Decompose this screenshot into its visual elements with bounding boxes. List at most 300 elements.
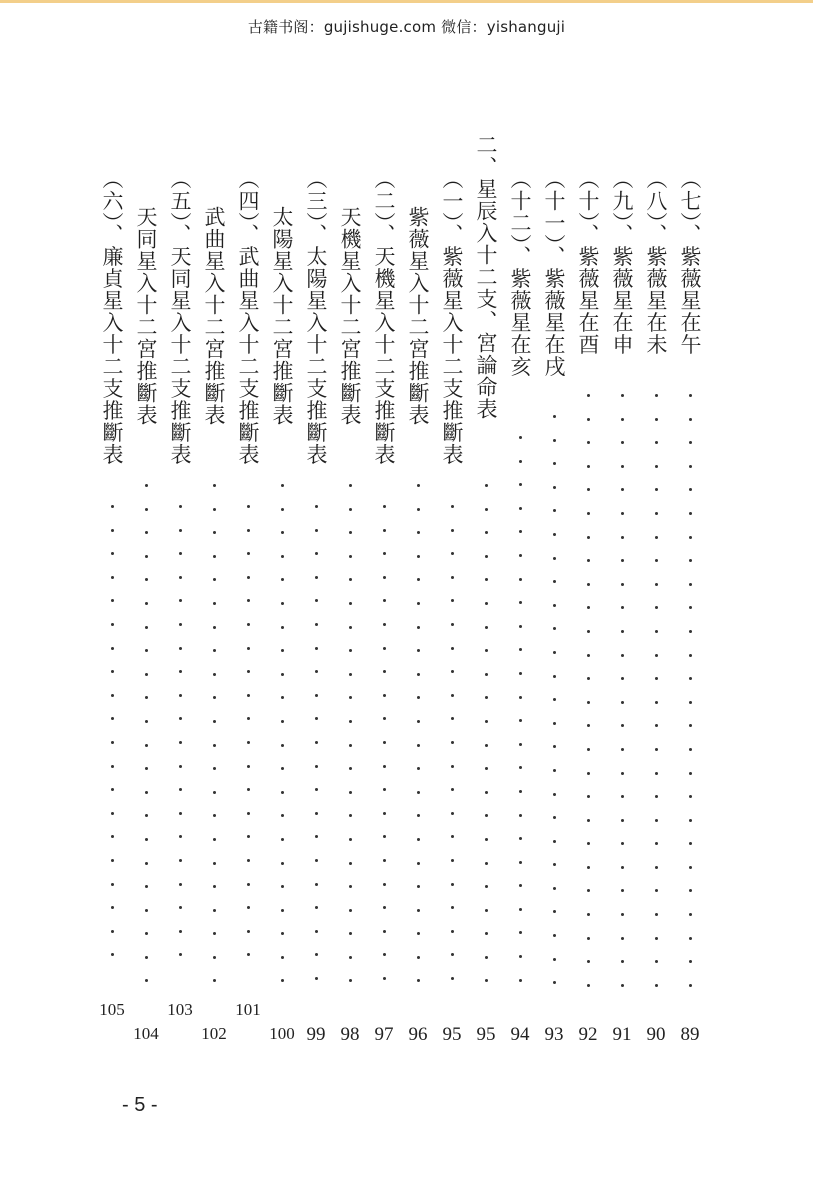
leader-dot (349, 626, 352, 629)
leader-dot (553, 509, 556, 512)
toc-section-heading: 二、星辰入十二支、宮論命表 (474, 134, 498, 420)
leader-dot (689, 701, 692, 704)
leader-dot (145, 862, 148, 865)
leader-dot (315, 977, 318, 980)
leader-dot (179, 883, 182, 886)
leader-dot (451, 977, 454, 980)
leader-dot (587, 441, 590, 444)
leader-dot (247, 788, 250, 791)
leader-dot (111, 670, 114, 673)
toc-entry-title: （五）、天同星入十二支推斷表 (168, 168, 192, 466)
leader-dot (519, 884, 522, 887)
leader-dot (417, 555, 420, 558)
leader-dot (315, 883, 318, 886)
leader-dot (145, 744, 148, 747)
leader-dot (655, 630, 658, 633)
leader-dot (519, 625, 522, 628)
leader-dot (621, 701, 624, 704)
leader-dot (417, 673, 420, 676)
toc-entry-page: 95 (442, 1024, 462, 1045)
leader-dot (587, 630, 590, 633)
leader-dot (179, 599, 182, 602)
leader-dot (621, 889, 624, 892)
leader-dot (621, 559, 624, 562)
leader-dot (315, 765, 318, 768)
toc-leader-dots (403, 484, 433, 1016)
leader-dot (383, 906, 386, 909)
leader-dot (587, 583, 590, 586)
leader-dot (247, 835, 250, 838)
leader-dot (587, 913, 590, 916)
leader-dot (213, 932, 216, 935)
leader-dot (349, 791, 352, 794)
leader-dot (213, 673, 216, 676)
leader-dot (111, 599, 114, 602)
leader-dot (553, 580, 556, 583)
leader-dot (519, 908, 522, 911)
leader-dot (689, 795, 692, 798)
leader-dot (247, 953, 250, 956)
leader-dot (349, 909, 352, 912)
leader-dot (655, 441, 658, 444)
leader-dot (587, 559, 590, 562)
leader-dot (655, 701, 658, 704)
leader-dot (587, 677, 590, 680)
leader-dot (145, 602, 148, 605)
leader-dot (247, 812, 250, 815)
leader-dot (485, 814, 488, 817)
leader-dot (519, 696, 522, 699)
leader-dot (281, 720, 284, 723)
leader-dot (111, 859, 114, 862)
leader-dot (451, 883, 454, 886)
leader-dot (485, 673, 488, 676)
leader-dot (689, 677, 692, 680)
leader-dot (417, 979, 420, 982)
leader-dot (689, 394, 692, 397)
leader-dot (417, 508, 420, 511)
leader-dot (315, 788, 318, 791)
leader-dot (111, 930, 114, 933)
leader-dot (621, 913, 624, 916)
leader-dot (247, 765, 250, 768)
leader-dot (179, 647, 182, 650)
leader-dot (451, 812, 454, 815)
leader-dot (417, 531, 420, 534)
leader-dot (689, 842, 692, 845)
leader-dot (111, 694, 114, 697)
leader-dot (485, 791, 488, 794)
leader-dot (145, 508, 148, 511)
leader-dot (213, 814, 216, 817)
leader-dot (485, 838, 488, 841)
leader-dot (349, 767, 352, 770)
leader-dot (519, 672, 522, 675)
leader-dot (349, 838, 352, 841)
leader-dot (315, 529, 318, 532)
leader-dot (655, 677, 658, 680)
leader-dot (179, 859, 182, 862)
leader-dot (213, 909, 216, 912)
leader-dot (451, 953, 454, 956)
leader-dot (689, 819, 692, 822)
leader-dot (281, 791, 284, 794)
leader-dot (417, 932, 420, 935)
leader-dot (179, 741, 182, 744)
toc-entry-page: 100 (269, 1024, 295, 1043)
toc-entry-page: 96 (408, 1024, 428, 1045)
leader-dot (417, 838, 420, 841)
leader-dot (655, 913, 658, 916)
leader-dot (145, 814, 148, 817)
leader-dot (281, 508, 284, 511)
leader-dot (213, 626, 216, 629)
leader-dot (519, 530, 522, 533)
toc-entry-page: 90 (646, 1024, 666, 1045)
leader-dot (621, 606, 624, 609)
leader-dot (145, 626, 148, 629)
leader-dot (383, 883, 386, 886)
leader-dot (281, 673, 284, 676)
leader-dot (587, 512, 590, 515)
leader-dot (621, 984, 624, 987)
leader-dot (111, 741, 114, 744)
leader-dot (315, 835, 318, 838)
leader-dot (485, 578, 488, 581)
leader-dot (587, 488, 590, 491)
leader-dot (281, 626, 284, 629)
toc-entry-page: 92 (578, 1024, 598, 1045)
leader-dot (655, 654, 658, 657)
leader-dot (417, 696, 420, 699)
leader-dot (553, 816, 556, 819)
leader-dot (349, 956, 352, 959)
leader-dot (519, 931, 522, 934)
leader-dot (111, 647, 114, 650)
leader-dot (383, 859, 386, 862)
leader-dot (689, 418, 692, 421)
leader-dot (485, 626, 488, 629)
leader-dot (349, 720, 352, 723)
toc-entry-title: （十二）、紫薇星在亥 (508, 168, 532, 378)
leader-dot (247, 647, 250, 650)
leader-dot (315, 812, 318, 815)
leader-dot (451, 906, 454, 909)
leader-dot (553, 769, 556, 772)
leader-dot (587, 536, 590, 539)
leader-dot (281, 979, 284, 982)
leader-dot (587, 842, 590, 845)
leader-dot (451, 623, 454, 626)
leader-dot (213, 885, 216, 888)
leader-dot (247, 599, 250, 602)
leader-dot (383, 741, 386, 744)
toc-entry-page: 95 (476, 1024, 496, 1045)
leader-dot (213, 838, 216, 841)
toc-leader-dots (437, 505, 467, 1017)
leader-dot (349, 649, 352, 652)
leader-dot (383, 576, 386, 579)
leader-dot (485, 720, 488, 723)
leader-dot (553, 863, 556, 866)
leader-dot (281, 744, 284, 747)
leader-dot (621, 441, 624, 444)
leader-dot (179, 788, 182, 791)
toc-leader-dots (471, 484, 501, 1016)
leader-dot (383, 552, 386, 555)
leader-dot (281, 649, 284, 652)
leader-dot (111, 953, 114, 956)
toc-entry-page: 99 (306, 1024, 326, 1045)
leader-dot (553, 557, 556, 560)
leader-dot (417, 956, 420, 959)
toc-entry-title: （十）、紫薇星在酉 (576, 168, 600, 356)
leader-dot (689, 488, 692, 491)
leader-dot (179, 717, 182, 720)
leader-dot (315, 647, 318, 650)
leader-dot (689, 441, 692, 444)
leader-dot (213, 791, 216, 794)
leader-dot (519, 601, 522, 604)
leader-dot (621, 394, 624, 397)
leader-dot (587, 394, 590, 397)
leader-dot (519, 483, 522, 486)
leader-dot (349, 531, 352, 534)
leader-dot (247, 576, 250, 579)
toc-entry-title: （十一）、紫薇星在戌 (542, 168, 566, 378)
leader-dot (281, 696, 284, 699)
leader-dot (179, 529, 182, 532)
toc-leader-dots (573, 394, 603, 1014)
toc-entry-title: （七）、紫薇星在午 (678, 168, 702, 356)
leader-dot (655, 606, 658, 609)
leader-dot (315, 599, 318, 602)
leader-dot (689, 465, 692, 468)
leader-dot (621, 866, 624, 869)
toc-entry-page: 104 (133, 1024, 159, 1043)
leader-dot (111, 883, 114, 886)
leader-dot (281, 555, 284, 558)
toc-leader-dots (335, 484, 365, 1016)
leader-dot (519, 766, 522, 769)
leader-dot (553, 675, 556, 678)
leader-dot (281, 838, 284, 841)
leader-dot (281, 602, 284, 605)
leader-dot (519, 790, 522, 793)
leader-dot (553, 981, 556, 984)
leader-dot (587, 724, 590, 727)
leader-dot (145, 956, 148, 959)
toc-entry-page: 101 (235, 1000, 261, 1019)
leader-dot (349, 508, 352, 511)
toc-entry-title: （二）、天機星入十二支推斷表 (372, 168, 396, 466)
leader-dot (315, 552, 318, 555)
leader-dot (519, 837, 522, 840)
leader-dot (111, 835, 114, 838)
leader-dot (281, 578, 284, 581)
leader-dot (179, 953, 182, 956)
leader-dot (383, 623, 386, 626)
leader-dot (485, 484, 488, 487)
leader-dot (485, 555, 488, 558)
leader-dot (383, 717, 386, 720)
toc-leader-dots (301, 505, 331, 1017)
leader-dot (349, 673, 352, 676)
leader-dot (587, 701, 590, 704)
leader-dot (553, 439, 556, 442)
toc-entry-page: 93 (544, 1024, 564, 1045)
leader-dot (145, 909, 148, 912)
leader-dot (247, 623, 250, 626)
leader-dot (621, 418, 624, 421)
leader-dot (111, 552, 114, 555)
toc-entry-page: 98 (340, 1024, 360, 1045)
leader-dot (111, 717, 114, 720)
leader-dot (621, 795, 624, 798)
leader-dot (213, 531, 216, 534)
leader-dot (621, 488, 624, 491)
leader-dot (179, 906, 182, 909)
leader-dot (689, 913, 692, 916)
leader-dot (281, 932, 284, 935)
leader-dot (417, 767, 420, 770)
toc-leader-dots (369, 505, 399, 1017)
leader-dot (315, 576, 318, 579)
leader-dot (587, 772, 590, 775)
toc-entry-title: （三）、太陽星入十二支推斷表 (304, 168, 328, 466)
leader-dot (213, 508, 216, 511)
leader-dot (349, 862, 352, 865)
leader-dot (315, 717, 318, 720)
leader-dot (179, 670, 182, 673)
leader-dot (553, 415, 556, 418)
toc-leader-dots (675, 394, 705, 1014)
leader-dot (587, 866, 590, 869)
leader-dot (655, 488, 658, 491)
leader-dot (621, 583, 624, 586)
leader-dot (213, 555, 216, 558)
leader-dot (519, 578, 522, 581)
leader-dot (485, 909, 488, 912)
toc-leader-dots (199, 484, 229, 1016)
leader-dot (519, 814, 522, 817)
leader-dot (315, 505, 318, 508)
toc-entry-page: 105 (99, 1000, 125, 1019)
leader-dot (417, 791, 420, 794)
leader-dot (145, 838, 148, 841)
leader-dot (553, 486, 556, 489)
leader-dot (349, 979, 352, 982)
leader-dot (621, 654, 624, 657)
toc-entry-title: 武曲星入十二宮推斷表 (202, 206, 226, 426)
leader-dot (587, 937, 590, 940)
leader-dot (655, 394, 658, 397)
leader-dot (281, 885, 284, 888)
leader-dot (111, 812, 114, 815)
leader-dot (111, 529, 114, 532)
leader-dot (519, 648, 522, 651)
leader-dot (689, 960, 692, 963)
toc-leader-dots (505, 436, 535, 1016)
leader-dot (587, 465, 590, 468)
leader-dot (213, 578, 216, 581)
toc-entry-page: 103 (167, 1000, 193, 1019)
leader-dot (553, 604, 556, 607)
leader-dot (553, 722, 556, 725)
leader-dot (689, 889, 692, 892)
leader-dot (553, 627, 556, 630)
leader-dot (553, 887, 556, 890)
leader-dot (315, 670, 318, 673)
leader-dot (689, 512, 692, 515)
toc-leader-dots (97, 505, 127, 995)
leader-dot (689, 559, 692, 562)
leader-dot (553, 698, 556, 701)
leader-dot (145, 885, 148, 888)
leader-dot (417, 578, 420, 581)
leader-dot (485, 767, 488, 770)
leader-dot (621, 748, 624, 751)
leader-dot (451, 741, 454, 744)
leader-dot (587, 418, 590, 421)
leader-dot (111, 623, 114, 626)
leader-dot (383, 694, 386, 697)
toc-leader-dots (641, 394, 671, 1014)
leader-dot (111, 576, 114, 579)
toc-entry-page: 91 (612, 1024, 632, 1045)
leader-dot (247, 529, 250, 532)
leader-dot (451, 717, 454, 720)
leader-dot (383, 670, 386, 673)
leader-dot (587, 984, 590, 987)
leader-dot (383, 529, 386, 532)
leader-dot (485, 979, 488, 982)
leader-dot (247, 883, 250, 886)
leader-dot (213, 956, 216, 959)
leader-dot (349, 885, 352, 888)
leader-dot (349, 578, 352, 581)
leader-dot (689, 866, 692, 869)
leader-dot (383, 930, 386, 933)
leader-dot (247, 906, 250, 909)
leader-dot (451, 552, 454, 555)
leader-dot (451, 670, 454, 673)
leader-dot (315, 930, 318, 933)
leader-dot (621, 677, 624, 680)
leader-dot (655, 889, 658, 892)
toc-entry-title: （四）、武曲星入十二支推斷表 (236, 168, 260, 466)
toc-entry-page: 97 (374, 1024, 394, 1045)
leader-dot (213, 602, 216, 605)
leader-dot (213, 767, 216, 770)
leader-dot (145, 932, 148, 935)
leader-dot (587, 960, 590, 963)
leader-dot (145, 720, 148, 723)
leader-dot (247, 741, 250, 744)
leader-dot (451, 859, 454, 862)
leader-dot (213, 979, 216, 982)
leader-dot (451, 835, 454, 838)
leader-dot (315, 953, 318, 956)
leader-dot (213, 649, 216, 652)
leader-dot (417, 626, 420, 629)
toc-entry-title: （八）、紫薇星在未 (644, 168, 668, 356)
leader-dot (145, 767, 148, 770)
leader-dot (451, 930, 454, 933)
leader-dot (451, 599, 454, 602)
leader-dot (281, 814, 284, 817)
leader-dot (145, 649, 148, 652)
